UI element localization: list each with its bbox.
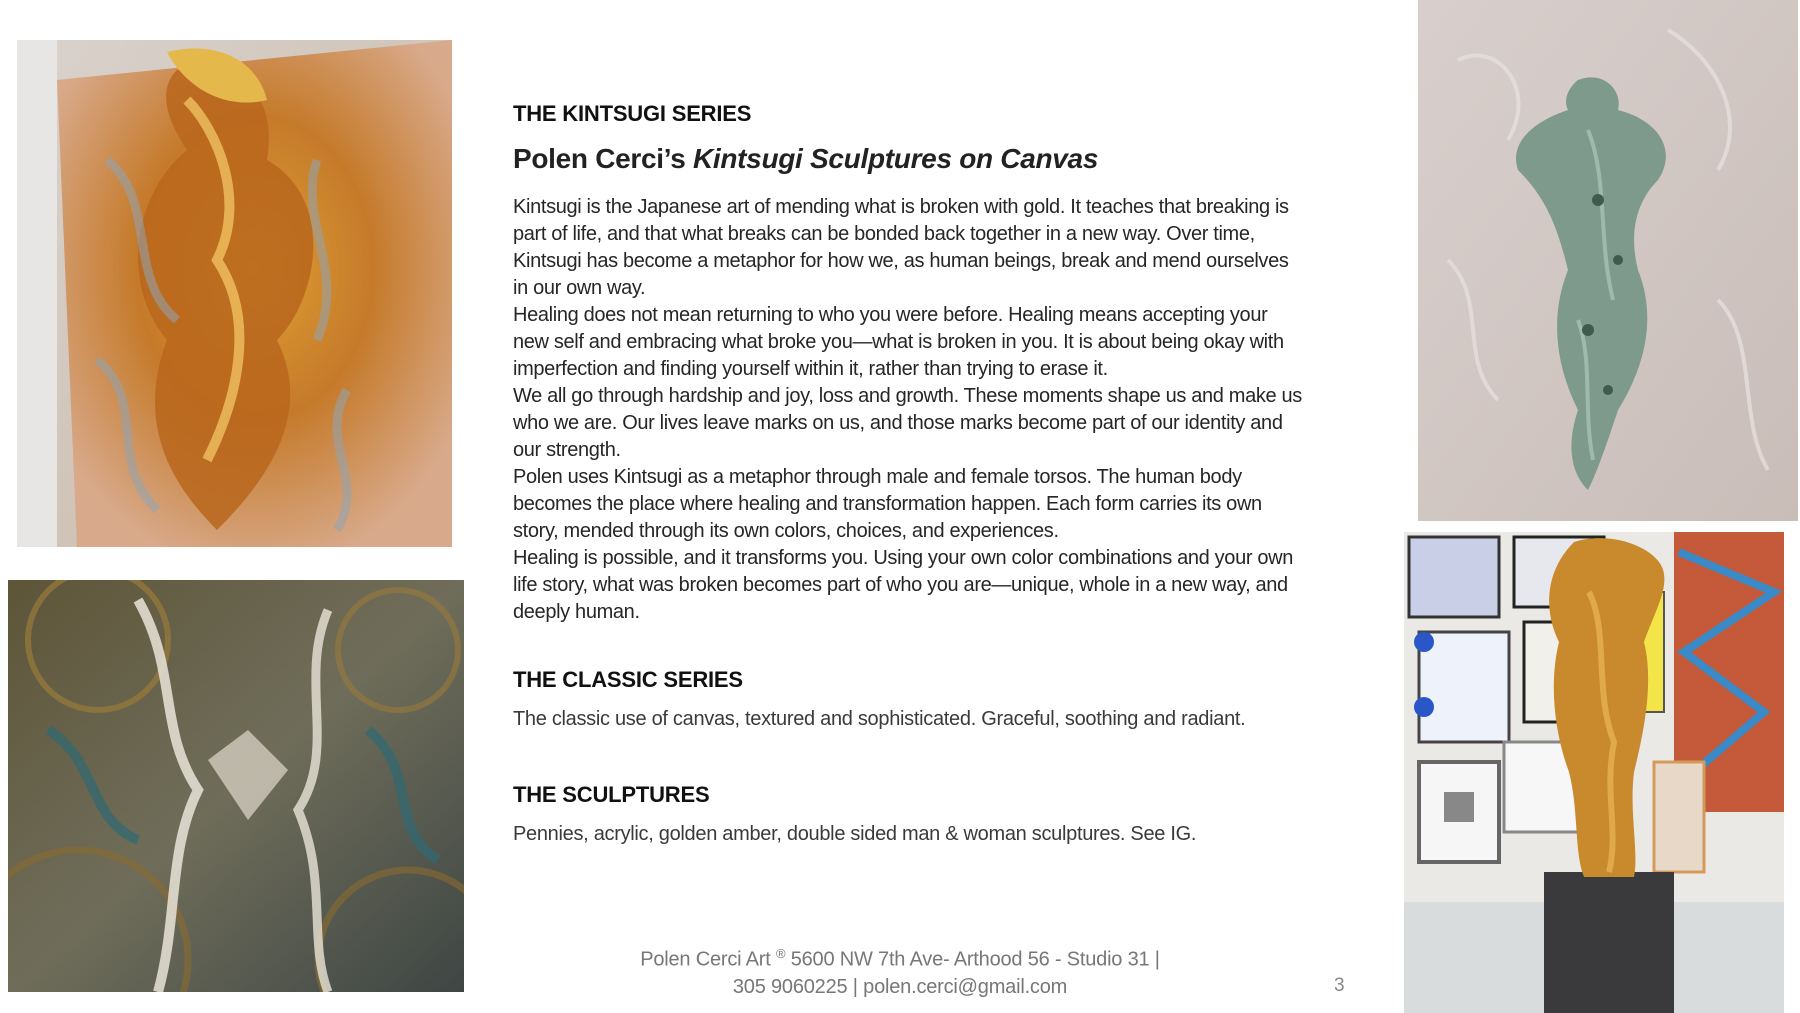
text-content xyxy=(513,100,1303,848)
footer-brand: Polen Cerci Art xyxy=(640,948,771,971)
kintsugi-paragraph: Polen uses Kintsugi as a metaphor through male and female torsos. The human body becomes the place where healing and transformation happen. Each form carries its own story, mended through its own colors, choices, and experiences. xyxy=(513,466,1262,542)
kintsugi-paragraph: Healing is possible, and it transforms you. Using your own color combinations and your own life story, what was broken becomes part of who you are—unique, whole in a new way, and deeply human. xyxy=(513,547,1294,623)
classic-series-heading: THE CLASSIC SERIES xyxy=(513,667,743,692)
kintsugi-paragraph: We all go through hardship and joy, loss and growth. These moments shape us and make us who we are. Our lives leave marks on us, and those marks become part of our identity and our strength. xyxy=(513,385,1302,461)
kintsugi-series-heading: THE KINTSUGI SERIES xyxy=(513,101,752,126)
subtitle-artist: Polen Cerci’s xyxy=(513,143,693,174)
kintsugi-paragraph: Kintsugi is the Japanese art of mending what is broken with gold. It teaches that breaking is part of life, and that what breaks can be bonded back together in a new way. Over time, Kintsugi has become a metaphor for how we, as human beings, break and mend ourselves in our own way. xyxy=(513,196,1289,299)
kintsugi-paragraph: Healing does not mean returning to who you were before. Healing means accepting your new self and embracing what broke you—what is broken in you. It is about being okay with imperfection and finding yourself within it, rather than trying to erase it. xyxy=(513,304,1284,380)
footer-contact-line: 305 9060225 | polen.cerci@gmail.com xyxy=(732,975,1068,998)
page-number: 3 xyxy=(1334,975,1345,996)
subtitle-series-title: Kintsugi Sculptures on Canvas xyxy=(692,143,1099,174)
kintsugi-description xyxy=(513,194,1303,626)
footer-line-address xyxy=(560,940,1240,974)
gold-torso-sculpture-photo xyxy=(1404,532,1784,1013)
sculptures-description: Pennies, acrylic, golden amber, double sided man & woman sculptures. See IG. xyxy=(513,823,1197,845)
sculptures-section xyxy=(513,781,1303,848)
classic-section xyxy=(513,666,1303,733)
green-torso-sculpture-photo xyxy=(1418,0,1798,521)
classic-series-description: The classic use of canvas, textured and sophisticated. Graceful, soothing and radiant. xyxy=(513,708,1246,730)
footer-contact xyxy=(560,940,1240,1001)
patina-canvas-photo xyxy=(8,580,464,992)
gold-textured-canvas-photo xyxy=(17,40,452,547)
footer-address: 5600 NW 7th Ave- Arthood 56 - Studio 31 | xyxy=(790,948,1160,971)
registered-mark: ® xyxy=(775,946,786,961)
sculptures-heading: THE SCULPTURES xyxy=(513,782,710,807)
kintsugi-subtitle xyxy=(513,142,1303,176)
